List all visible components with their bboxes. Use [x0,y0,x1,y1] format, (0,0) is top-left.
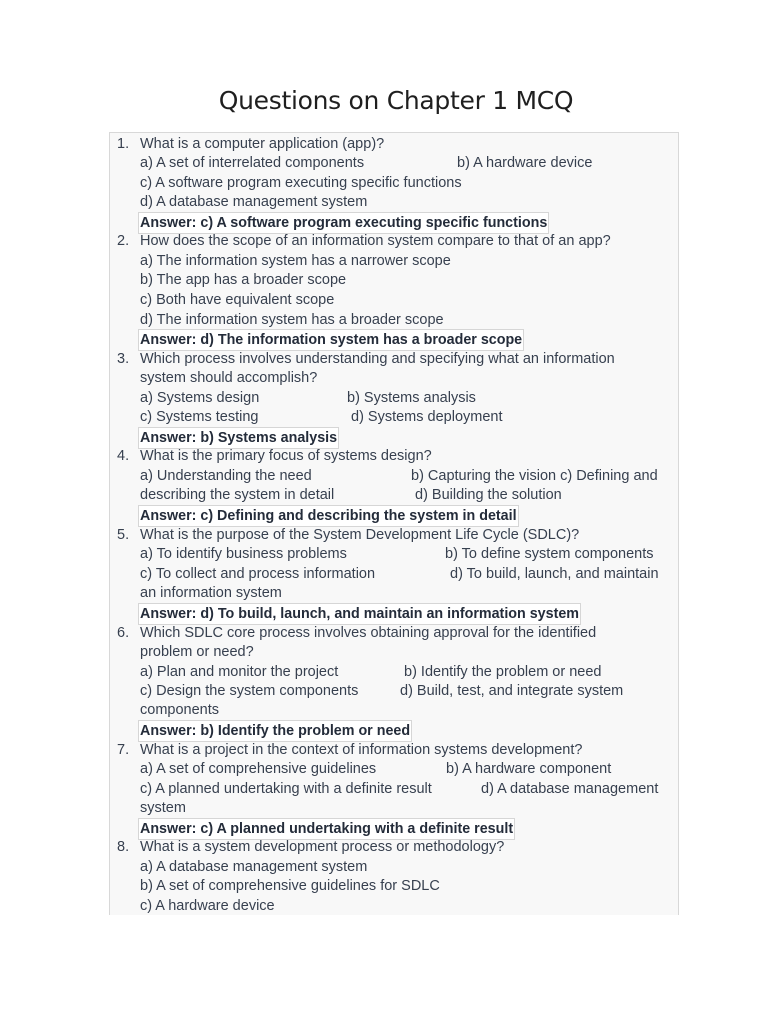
question-text: Which process involves understanding and specifying what an information [140,351,615,367]
option-b-c: b) Capturing the vision c) Defining and [411,468,658,484]
option-c: c) To collect and process information [140,566,376,582]
question-number: 3. [117,351,130,367]
option-a: a) The information system has a narrower scope [140,253,451,269]
question-number: 7. [117,742,130,758]
question-text: Which SDLC core process involves obtaining approval for the identified [140,625,597,641]
option-b: b) A hardware component [446,761,612,777]
option-d: d) Systems deployment [351,409,503,425]
option-b: b) To define system components [445,546,654,562]
question-number: 5. [117,527,130,543]
question-number: 8. [117,839,130,855]
question-text: What is a project in the context of information systems development? [140,742,583,758]
option-d: d) A database management system [140,194,368,210]
option-a: a) A database management system [140,859,368,875]
question-text: What is a system development process or methodology? [140,839,505,855]
question-text: system should accomplish? [140,370,318,386]
question-text: What is the purpose of the System Development Life Cycle (SDLC)? [140,527,580,543]
option-a: a) To identify business problems [140,546,347,562]
page-title: Questions on Chapter 1 MCQ [218,86,574,115]
option-d: d) Building the solution [415,487,562,503]
question-number: 4. [117,448,130,464]
question-number: 1. [117,136,130,152]
option-d: d) A database management [481,781,659,797]
option-d: d) Build, test, and integrate system [400,683,624,699]
answer-2: Answer: d) The information system has a broader scope [138,329,524,351]
option-a: a) Plan and monitor the project [140,664,339,680]
option-d-cont: an information system [140,585,282,601]
option-b: b) The app has a broader scope [140,272,347,288]
option-d-cont: system [140,800,186,816]
option-c-cont: describing the system in detail [140,487,335,503]
option-a: a) Systems design [140,390,260,406]
answer-3: Answer: b) Systems analysis [138,427,339,449]
answer-1: Answer: c) A software program executing specific functions [138,212,549,234]
option-b: b) Systems analysis [347,390,476,406]
answer-5: Answer: d) To build, launch, and maintain an information system [138,603,581,625]
option-b: b) Identify the problem or need [404,664,602,680]
answer-4: Answer: c) Defining and describing the system in detail [138,505,519,527]
option-a: a) A set of interrelated components [140,155,365,171]
option-b: b) A set of comprehensive guidelines for SDLC [140,878,440,894]
question-text: problem or need? [140,644,254,660]
option-c: c) A software program executing specific functions [140,175,462,191]
option-c: c) Systems testing [140,409,259,425]
question-text: What is the primary focus of systems design? [140,448,432,464]
option-c: c) Design the system components [140,683,359,699]
question-number: 2. [117,233,130,249]
answer-6: Answer: b) Identify the problem or need [138,720,412,742]
option-c: c) A planned undertaking with a definite result [140,781,432,797]
question-text: How does the scope of an information system compare to that of an app? [140,233,611,249]
option-c: c) A hardware device [140,898,275,914]
option-d: d) To build, launch, and maintain [450,566,659,582]
question-text: What is a computer application (app)? [140,136,385,152]
option-a: a) Understanding the need [140,468,312,484]
option-b: b) A hardware device [457,155,593,171]
question-panel [109,132,679,915]
option-a: a) A set of comprehensive guidelines [140,761,377,777]
answer-7: Answer: c) A planned undertaking with a definite result [138,818,515,840]
question-number: 6. [117,625,130,641]
option-d: d) The information system has a broader scope [140,312,444,328]
option-c: c) Both have equivalent scope [140,292,335,308]
option-d-cont: components [140,702,219,718]
